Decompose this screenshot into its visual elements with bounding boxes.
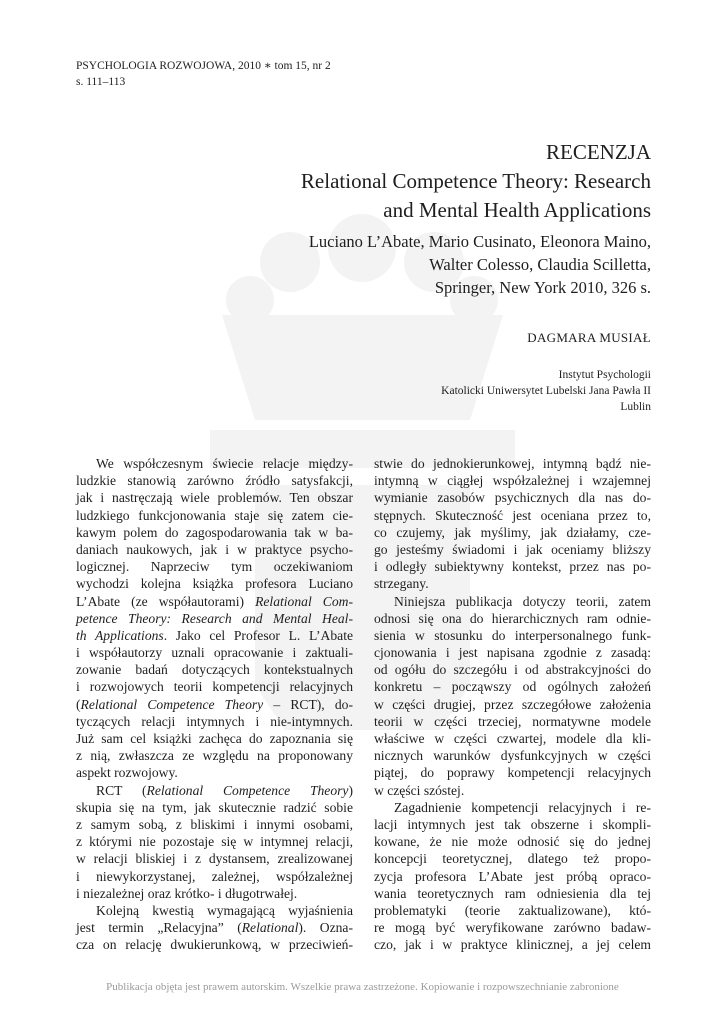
body-line: konkretu – począwszy od ogólnych założeń	[374, 679, 651, 695]
body-line: nicznych warunków dysfunkcyjnych w części	[374, 748, 651, 764]
page-range: s. 111–113	[76, 76, 126, 88]
body-line: zowanie badań dotyczących kontekstualnych	[76, 662, 353, 678]
review-label: RECENZJA	[546, 140, 651, 164]
body-line	[76, 696, 353, 713]
body-line: Kolejną kwestią wymagającą wyjaśnienia	[96, 902, 353, 918]
affiliation-line: Katolicki Uniwersytet Lubelski Jana Pawła II	[441, 385, 651, 397]
book-title-italic: th Applications	[76, 627, 164, 643]
body-line: tyczących relacji intymnych i nie-intymnych.	[76, 713, 353, 729]
body-line	[76, 627, 353, 644]
body-line: problematyki (teorie zaktualizowane), któ-	[374, 902, 651, 918]
body-line: teorii w części trzeciej, normatywne modele	[374, 713, 651, 729]
copyright-footer: Publikacja objęta jest prawem autorskim. Wszelkie prawa zastrzeżone. Kopiowanie i rozpowszechnianie zabronione	[106, 981, 619, 993]
body-line: intymną w ciągłej współzależnej i wzajemnej	[374, 473, 651, 489]
text-run: RCT (	[96, 782, 147, 798]
body-line: We współczesnym świecie relacje między-	[96, 456, 353, 471]
body-line: od ogółu do szczegółu i od abstrakcyjności do	[374, 662, 651, 678]
authors-line: Luciano L’Abate, Mario Cusinato, Eleonora Maino,	[308, 232, 651, 251]
body-line: ludzkie stanowią zarówno źródło satysfakcji,	[76, 473, 353, 489]
left-column	[76, 455, 353, 953]
body-line: i niewykorzystanej, zależnej, współzależnej	[76, 868, 353, 884]
body-line: sienia w stosunku do interpersonalnego funk-	[374, 627, 651, 643]
reviewer-name: DAGMARA MUSIAŁ	[527, 330, 651, 345]
book-title-italic: Relational Com-	[255, 593, 353, 609]
right-column	[374, 455, 651, 953]
body-line: i niezależnej oraz krótko- i długotrwałej.	[76, 885, 298, 901]
body-line: strzegany.	[374, 576, 429, 592]
body-line: ludzkiego funkcjonowania staje się zatem cie-	[76, 507, 353, 523]
book-authors	[301, 230, 651, 299]
body-line: w części drugiej, przez szczegółowe założenia	[374, 696, 651, 712]
body-line: daniach naukowych, jak i w praktyce psycho-	[76, 541, 353, 557]
text-run: L’Abate (ze współautorami)	[76, 593, 256, 609]
book-title-line: and Mental Health Applications	[383, 198, 651, 222]
affiliation-line: Instytut Psychologii	[558, 369, 651, 381]
body-line: piątej, do poprawy kompetencji relacyjnych	[374, 765, 651, 781]
body-line: wychodzi kolejna książka profesora Luciano	[76, 576, 353, 592]
body-line: i odległy subiektywny kontekst, przez nas po-	[374, 559, 651, 575]
body-line: wania teoretycznych ram odniesienia dla tej	[374, 885, 651, 901]
body-line: kawym polem do zagospodarowania tak w ba-	[76, 524, 353, 540]
body-line: co czujemy, jak myślimy, jak działamy, cze-	[374, 524, 651, 540]
publisher-line: Springer, New York 2010, 326 s.	[434, 278, 651, 297]
body-line: i współautorzy uznali opracowanie i zaktuali-	[76, 645, 353, 661]
body-line: aspekt rozwojowy.	[76, 765, 178, 781]
body-line: Niniejsza publikacja dotyczy teorii, zatem	[394, 593, 651, 609]
text-run: )	[348, 782, 353, 798]
body-line	[76, 593, 353, 610]
affiliation-line: Lublin	[620, 401, 651, 413]
book-title-line: Relational Competence Theory: Research	[300, 169, 651, 193]
body-line: Zagadnienie kompetencji relacyjnych i re-	[394, 799, 651, 815]
body-line: jak i nastręczają wiele problemów. Ten obszar	[76, 490, 353, 506]
body-line: w części szóstej.	[374, 782, 465, 798]
body-line: go jesteśmy świadomi i jak oceniamy bliższy	[374, 541, 651, 557]
text-run: (	[76, 696, 81, 712]
term-italic: Relational	[241, 920, 299, 936]
body-line: odnosi się ona do hierarchicznych ram odnie-	[374, 610, 651, 626]
journal-header	[76, 58, 331, 90]
journal-info: PSYCHOLOGIA ROZWOJOWA, 2010 ∗ tom 15, nr 2	[76, 60, 331, 72]
affiliation	[441, 367, 651, 415]
body-line	[76, 782, 353, 799]
theory-name-italic: Relational Competence Theory	[146, 782, 349, 798]
body-line: stwie do jednokierunkowej, intymną bądź nie-	[374, 456, 651, 471]
authors-line: Walter Colesso, Claudia Scilletta,	[429, 255, 651, 274]
body-line	[76, 919, 353, 936]
body-line: z którymi nie pozostaje się w intymnej relacji,	[76, 834, 353, 850]
body-line: cza on relację dwukierunkową, w przeciwień-	[76, 937, 353, 953]
body-line: z nią, zwłaszcza ze względu na proponowany	[76, 748, 353, 764]
body-line: wymianie zasobów psychicznych dla nas do-	[374, 490, 651, 506]
body-line: koncepcji teoretycznej, dlatego też propo-	[374, 851, 651, 867]
body-line: logicznej. Naprzeciw tym oczekiwaniom	[76, 559, 353, 575]
body-line: re mogą być weryfikowane zarówno badaw-	[374, 920, 651, 936]
body-line: zycja profesora L’Abate jest próbą opraco-	[374, 868, 651, 884]
body-line: cjonowania i jest napisana zgodnie z zasadą:	[374, 645, 651, 661]
body-line: i rozwojowych teorii kompetencji relacyjnych	[76, 679, 353, 695]
body-line: w relacji bliskiej i z dystansem, zrealizowanej	[76, 851, 353, 867]
body-line: właściwe w części czwartej, modele dla kli-	[374, 731, 651, 746]
text-run: – RCT), do-	[263, 696, 353, 712]
text-run: . Jako cel Profesor L. L’Abate	[163, 627, 353, 643]
book-title-italic: petence Theory: Research and Mental Heal-	[76, 610, 353, 626]
body-line: czo, jak i w praktyce klinicznej, a jej celem	[374, 937, 651, 953]
body-line: stępnych. Skuteczność jest oceniana przez to,	[374, 507, 651, 523]
text-run: jest termin „Relacyjna” (	[76, 920, 242, 936]
body-line: z samym sobą, z bliskimi i innymi osobami,	[76, 816, 353, 832]
title-block	[301, 137, 651, 299]
theory-name-italic: Relational Competence Theory	[80, 696, 264, 712]
body-line: kowane, że nie może odnosić się do jednej	[374, 834, 651, 850]
body-line: skupia się na tym, jak skutecznie radzić sobie	[76, 799, 353, 815]
body-line: lacji intymnych jest tak obszerne i skompli-	[374, 816, 651, 832]
body-line	[76, 610, 353, 627]
book-title	[301, 167, 651, 225]
body-line: Już sam cel książki zachęca do zapoznania się	[76, 731, 353, 746]
text-run: ). Ozna-	[298, 920, 353, 936]
